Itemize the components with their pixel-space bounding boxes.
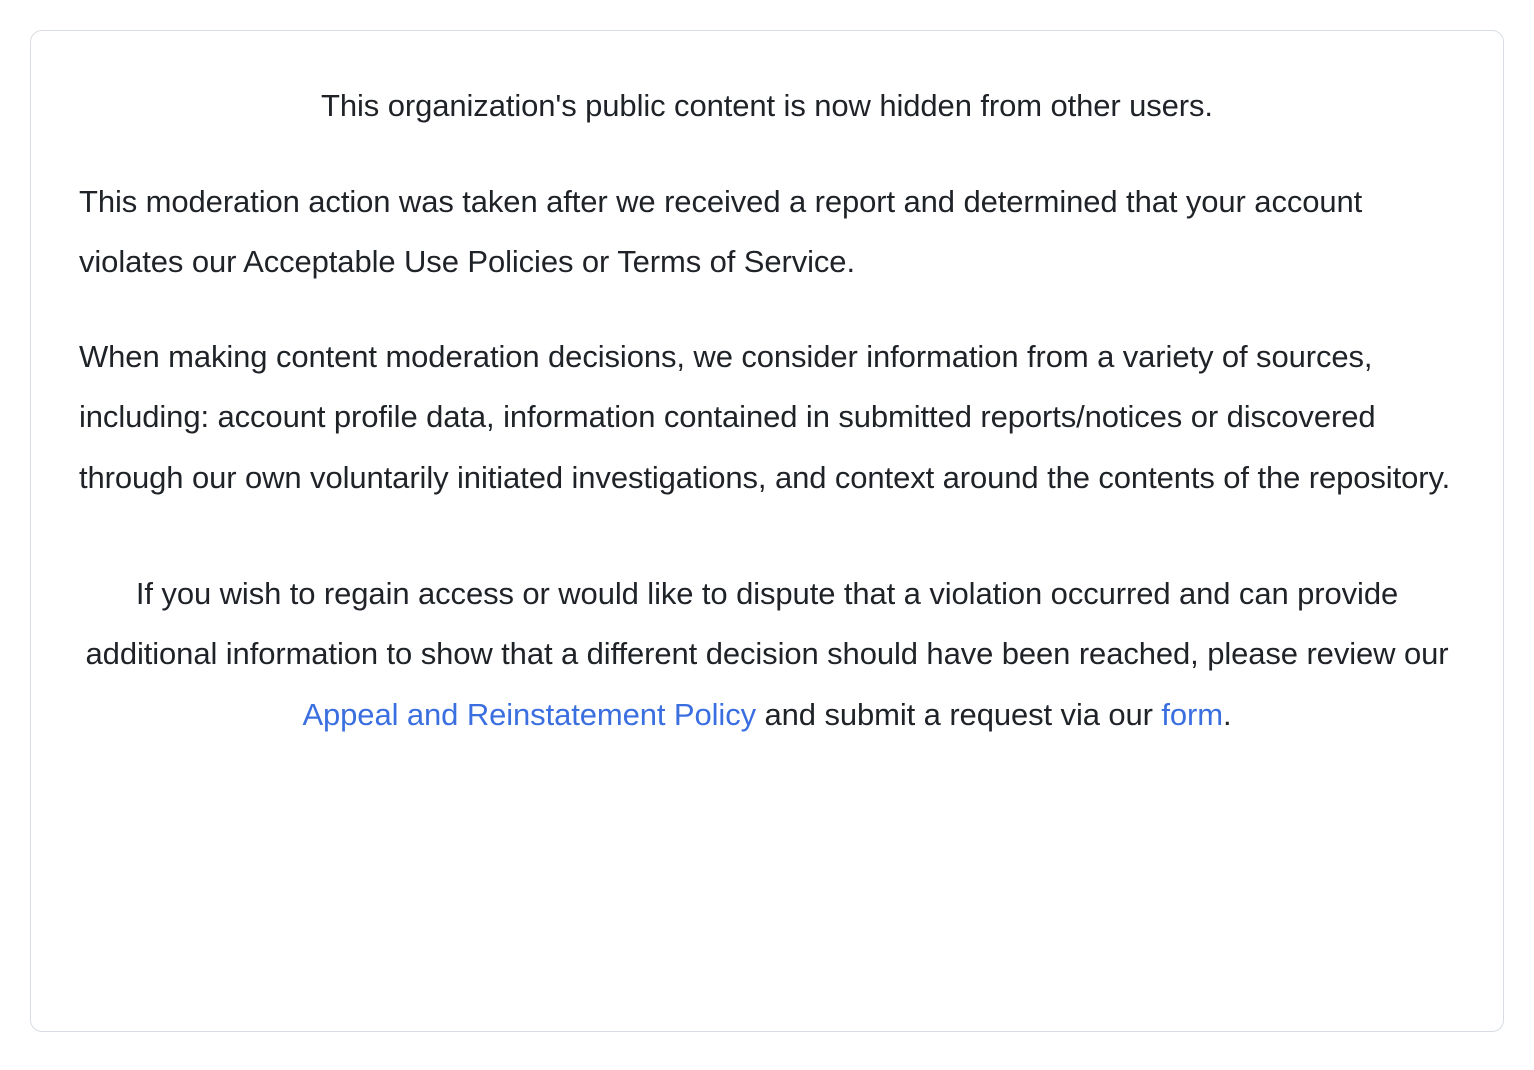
notice-closing-paragraph: [79, 564, 1455, 745]
notice-paragraph-sources: When making content moderation decisions, we consider information from a variety of sources, including: account profile data, information contained in submitted reports/notices or discovered through our own voluntarily initiated investigations, and context around the contents of the repository.: [79, 338, 1451, 495]
appeal-and-reinstatement-policy-link[interactable]: Appeal and Reinstatement Policy: [302, 696, 757, 732]
moderation-notice-card: [30, 30, 1504, 1032]
request-form-link[interactable]: form: [1161, 696, 1224, 732]
notice-paragraph-reason: This moderation action was taken after we received a report and determined that your account violates our Acceptable Use Policies or Terms of Service.: [79, 183, 1363, 280]
closing-text-between-links: and submit a request via our: [756, 696, 1162, 732]
closing-text-after-link: .: [1223, 696, 1232, 732]
closing-text-before-link: If you wish to regain access or would like to dispute that a violation occurred and can provide additional information to show that a different decision should have been reached, please review our: [85, 575, 1449, 672]
notice-lead-text: This organization's public content is now hidden from other users.: [321, 88, 1213, 123]
